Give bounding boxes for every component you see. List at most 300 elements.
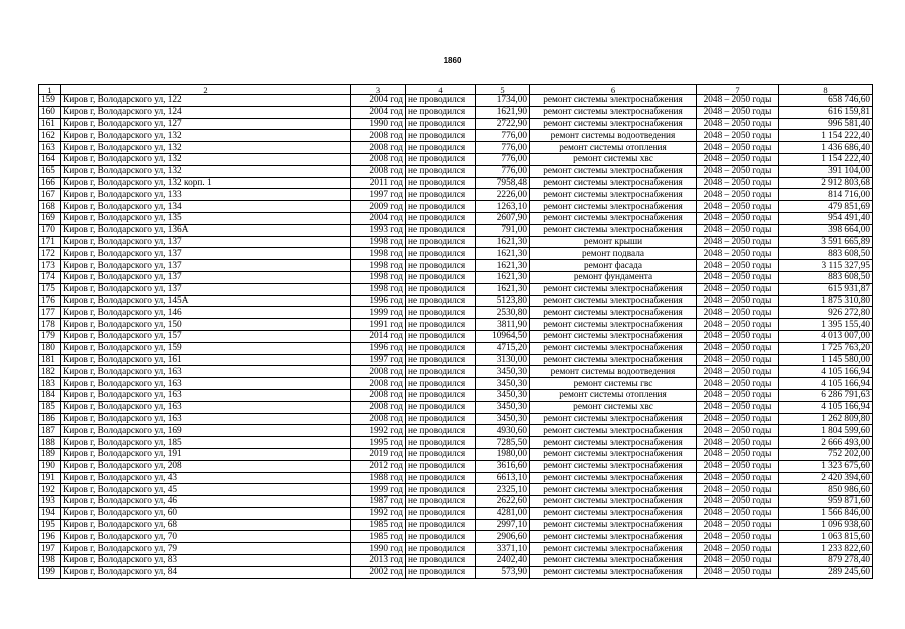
repair-period-cell: 2048 – 2050 годы <box>697 130 779 142</box>
work-type-cell: ремонт системы электроснабжения <box>530 484 697 496</box>
address-cell: Киров г, Володарского ул, 157 <box>61 330 351 342</box>
last-repair-cell: не проводился <box>406 566 476 578</box>
repair-period-cell: 2048 – 2050 годы <box>697 448 779 460</box>
last-repair-cell: не проводился <box>406 212 476 224</box>
repair-period-cell: 2048 – 2050 годы <box>697 472 779 484</box>
area-cell: 4930,60 <box>476 425 530 437</box>
build-year-cell: 2008 год <box>351 165 406 177</box>
build-year-cell: 1998 год <box>351 248 406 260</box>
repair-period-cell: 2048 – 2050 годы <box>697 330 779 342</box>
address-cell: Киров г, Володарского ул, 137 <box>61 248 351 260</box>
work-type-cell: ремонт крыши <box>530 236 697 248</box>
build-year-cell: 1996 год <box>351 342 406 354</box>
last-repair-cell: не проводился <box>406 448 476 460</box>
build-year-cell: 1991 год <box>351 319 406 331</box>
repair-period-cell: 2048 – 2050 годы <box>697 106 779 118</box>
table-row <box>39 496 873 508</box>
repair-period-cell: 2048 – 2050 годы <box>697 342 779 354</box>
row-number-cell: 164 <box>39 153 61 165</box>
row-number-cell: 184 <box>39 389 61 401</box>
table-row <box>39 354 873 366</box>
build-year-cell: 2019 год <box>351 448 406 460</box>
table-row <box>39 236 873 248</box>
build-year-cell: 1999 год <box>351 484 406 496</box>
row-number-cell: 191 <box>39 472 61 484</box>
column-header: 4 <box>406 85 476 95</box>
repair-period-cell: 2048 – 2050 годы <box>697 519 779 531</box>
last-repair-cell: не проводился <box>406 295 476 307</box>
build-year-cell: 1998 год <box>351 236 406 248</box>
repair-period-cell: 2048 – 2050 годы <box>697 153 779 165</box>
build-year-cell: 2008 год <box>351 142 406 154</box>
build-year-cell: 1990 год <box>351 543 406 555</box>
last-repair-cell: не проводился <box>406 401 476 413</box>
last-repair-cell: не проводился <box>406 519 476 531</box>
last-repair-cell: не проводился <box>406 484 476 496</box>
row-number-cell: 171 <box>39 236 61 248</box>
column-header: 8 <box>779 85 873 95</box>
last-repair-cell: не проводился <box>406 507 476 519</box>
area-cell: 2906,60 <box>476 531 530 543</box>
cost-cell: 1 323 675,60 <box>779 460 873 472</box>
repair-period-cell: 2048 – 2050 годы <box>697 236 779 248</box>
build-year-cell: 2008 год <box>351 378 406 390</box>
row-number-cell: 194 <box>39 507 61 519</box>
area-cell: 776,00 <box>476 165 530 177</box>
work-type-cell: ремонт системы электроснабжения <box>530 519 697 531</box>
last-repair-cell: не проводился <box>406 342 476 354</box>
work-type-cell: ремонт системы отопления <box>530 389 697 401</box>
repair-period-cell: 2048 – 2050 годы <box>697 295 779 307</box>
cost-cell: 2 420 394,60 <box>779 472 873 484</box>
last-repair-cell: не проводился <box>406 177 476 189</box>
build-year-cell: 2004 год <box>351 95 406 107</box>
build-year-cell: 1995 год <box>351 437 406 449</box>
area-cell: 1621,30 <box>476 260 530 272</box>
repair-period-cell: 2048 – 2050 годы <box>697 189 779 201</box>
last-repair-cell: не проводился <box>406 366 476 378</box>
address-cell: Киров г, Володарского ул, 134 <box>61 201 351 213</box>
work-type-cell: ремонт системы электроснабжения <box>530 448 697 460</box>
area-cell: 2997,10 <box>476 519 530 531</box>
cost-cell: 658 746,60 <box>779 95 873 107</box>
work-type-cell: ремонт системы электроснабжения <box>530 224 697 236</box>
build-year-cell: 2012 год <box>351 460 406 472</box>
address-cell: Киров г, Володарского ул, 137 <box>61 283 351 295</box>
work-type-cell: ремонт системы электроснабжения <box>530 354 697 366</box>
row-number-cell: 161 <box>39 118 61 130</box>
repair-period-cell: 2048 – 2050 годы <box>697 201 779 213</box>
build-year-cell: 1985 год <box>351 531 406 543</box>
table-row <box>39 106 873 118</box>
table-row <box>39 366 873 378</box>
address-cell: Киров г, Володарского ул, 163 <box>61 366 351 378</box>
work-type-cell: ремонт системы электроснабжения <box>530 425 697 437</box>
address-cell: Киров г, Володарского ул, 145А <box>61 295 351 307</box>
row-number-cell: 181 <box>39 354 61 366</box>
address-cell: Киров г, Володарского ул, 43 <box>61 472 351 484</box>
cost-cell: 883 608,50 <box>779 248 873 260</box>
last-repair-cell: не проводился <box>406 153 476 165</box>
last-repair-cell: не проводился <box>406 307 476 319</box>
table-row <box>39 319 873 331</box>
build-year-cell: 1997 год <box>351 354 406 366</box>
address-cell: Киров г, Володарского ул, 84 <box>61 566 351 578</box>
table-row <box>39 177 873 189</box>
cost-cell: 814 716,00 <box>779 189 873 201</box>
table-row <box>39 543 873 555</box>
repair-period-cell: 2048 – 2050 годы <box>697 307 779 319</box>
last-repair-cell: не проводился <box>406 271 476 283</box>
page-number: 1860 <box>443 56 462 65</box>
table-row <box>39 260 873 272</box>
cost-cell: 954 491,40 <box>779 212 873 224</box>
last-repair-cell: не проводился <box>406 189 476 201</box>
row-number-cell: 169 <box>39 212 61 224</box>
last-repair-cell: не проводился <box>406 106 476 118</box>
build-year-cell: 1987 год <box>351 496 406 508</box>
last-repair-cell: не проводился <box>406 425 476 437</box>
last-repair-cell: не проводился <box>406 224 476 236</box>
cost-cell: 391 104,00 <box>779 165 873 177</box>
row-number-cell: 178 <box>39 319 61 331</box>
table-row <box>39 472 873 484</box>
table-row <box>39 248 873 260</box>
address-cell: Киров г, Володарского ул, 163 <box>61 413 351 425</box>
repair-period-cell: 2048 – 2050 годы <box>697 496 779 508</box>
work-type-cell: ремонт системы электроснабжения <box>530 319 697 331</box>
cost-cell: 6 286 791,63 <box>779 389 873 401</box>
area-cell: 2722,90 <box>476 118 530 130</box>
last-repair-cell: не проводился <box>406 118 476 130</box>
row-number-cell: 172 <box>39 248 61 260</box>
address-cell: Киров г, Володарского ул, 137 <box>61 236 351 248</box>
work-type-cell: ремонт системы электроснабжения <box>530 413 697 425</box>
area-cell: 1621,30 <box>476 248 530 260</box>
cost-cell: 883 608,50 <box>779 271 873 283</box>
build-year-cell: 1997 год <box>351 189 406 201</box>
repair-period-cell: 2048 – 2050 годы <box>697 95 779 107</box>
cost-cell: 479 851,69 <box>779 201 873 213</box>
address-cell: Киров г, Володарского ул, 132 <box>61 142 351 154</box>
work-type-cell: ремонт системы электроснабжения <box>530 189 697 201</box>
row-number-cell: 162 <box>39 130 61 142</box>
row-number-cell: 159 <box>39 95 61 107</box>
address-cell: Киров г, Володарского ул, 169 <box>61 425 351 437</box>
cost-cell: 3 115 327,95 <box>779 260 873 272</box>
address-cell: Киров г, Володарского ул, 137 <box>61 260 351 272</box>
table-row <box>39 555 873 567</box>
cost-cell: 4 105 166,94 <box>779 401 873 413</box>
column-header: 6 <box>530 85 697 95</box>
repair-period-cell: 2048 – 2050 годы <box>697 555 779 567</box>
last-repair-cell: не проводился <box>406 201 476 213</box>
row-number-cell: 168 <box>39 201 61 213</box>
last-repair-cell: не проводился <box>406 555 476 567</box>
row-number-cell: 163 <box>39 142 61 154</box>
cost-cell: 959 871,60 <box>779 496 873 508</box>
work-type-cell: ремонт системы электроснабжения <box>530 177 697 189</box>
row-number-cell: 166 <box>39 177 61 189</box>
address-cell: Киров г, Володарского ул, 60 <box>61 507 351 519</box>
last-repair-cell: не проводился <box>406 319 476 331</box>
cost-cell: 615 931,87 <box>779 283 873 295</box>
row-number-cell: 175 <box>39 283 61 295</box>
cost-cell: 1 262 809,80 <box>779 413 873 425</box>
repair-period-cell: 2048 – 2050 годы <box>697 413 779 425</box>
housing-repair-table <box>38 84 873 579</box>
column-header: 7 <box>697 85 779 95</box>
address-cell: Киров г, Володарского ул, 124 <box>61 106 351 118</box>
table-row <box>39 283 873 295</box>
address-cell: Киров г, Володарского ул, 208 <box>61 460 351 472</box>
table-row <box>39 519 873 531</box>
address-cell: Киров г, Володарского ул, 150 <box>61 319 351 331</box>
repair-period-cell: 2048 – 2050 годы <box>697 271 779 283</box>
table-row <box>39 378 873 390</box>
table-row <box>39 153 873 165</box>
cost-cell: 4 105 166,94 <box>779 378 873 390</box>
area-cell: 2402,40 <box>476 555 530 567</box>
work-type-cell: ремонт фасада <box>530 260 697 272</box>
repair-period-cell: 2048 – 2050 годы <box>697 460 779 472</box>
last-repair-cell: не проводился <box>406 248 476 260</box>
area-cell: 791,00 <box>476 224 530 236</box>
build-year-cell: 2002 год <box>351 566 406 578</box>
last-repair-cell: не проводился <box>406 236 476 248</box>
cost-cell: 616 159,81 <box>779 106 873 118</box>
work-type-cell: ремонт системы гвс <box>530 378 697 390</box>
last-repair-cell: не проводился <box>406 413 476 425</box>
last-repair-cell: не проводился <box>406 354 476 366</box>
table-row <box>39 130 873 142</box>
address-cell: Киров г, Володарского ул, 159 <box>61 342 351 354</box>
work-type-cell: ремонт системы электроснабжения <box>530 555 697 567</box>
address-cell: Киров г, Володарского ул, 137 <box>61 271 351 283</box>
table-row <box>39 507 873 519</box>
row-number-cell: 195 <box>39 519 61 531</box>
build-year-cell: 1999 год <box>351 307 406 319</box>
row-number-cell: 174 <box>39 271 61 283</box>
build-year-cell: 2008 год <box>351 401 406 413</box>
build-year-cell: 2009 год <box>351 201 406 213</box>
address-cell: Киров г, Володарского ул, 46 <box>61 496 351 508</box>
table-row <box>39 342 873 354</box>
row-number-cell: 170 <box>39 224 61 236</box>
address-cell: Киров г, Володарского ул, 146 <box>61 307 351 319</box>
area-cell: 3371,10 <box>476 543 530 555</box>
table-row <box>39 212 873 224</box>
repair-period-cell: 2048 – 2050 годы <box>697 177 779 189</box>
repair-period-cell: 2048 – 2050 годы <box>697 531 779 543</box>
row-number-cell: 177 <box>39 307 61 319</box>
work-type-cell: ремонт системы электроснабжения <box>530 106 697 118</box>
work-type-cell: ремонт системы электроснабжения <box>530 507 697 519</box>
area-cell: 3811,90 <box>476 319 530 331</box>
row-number-cell: 180 <box>39 342 61 354</box>
last-repair-cell: не проводился <box>406 378 476 390</box>
row-number-cell: 197 <box>39 543 61 555</box>
table-row <box>39 425 873 437</box>
address-cell: Киров г, Володарского ул, 191 <box>61 448 351 460</box>
row-number-cell: 198 <box>39 555 61 567</box>
cost-cell: 752 202,00 <box>779 448 873 460</box>
repair-period-cell: 2048 – 2050 годы <box>697 566 779 578</box>
cost-cell: 926 272,80 <box>779 307 873 319</box>
row-number-cell: 176 <box>39 295 61 307</box>
build-year-cell: 1996 год <box>351 295 406 307</box>
build-year-cell: 2008 год <box>351 130 406 142</box>
work-type-cell: ремонт системы электроснабжения <box>530 283 697 295</box>
row-number-cell: 165 <box>39 165 61 177</box>
column-header: 1 <box>39 85 61 95</box>
repair-period-cell: 2048 – 2050 годы <box>697 437 779 449</box>
build-year-cell: 1993 год <box>351 224 406 236</box>
table-row <box>39 118 873 130</box>
address-cell: Киров г, Володарского ул, 70 <box>61 531 351 543</box>
address-cell: Киров г, Володарского ул, 163 <box>61 401 351 413</box>
work-type-cell: ремонт подвала <box>530 248 697 260</box>
work-type-cell: ремонт системы электроснабжения <box>530 543 697 555</box>
last-repair-cell: не проводился <box>406 165 476 177</box>
cost-cell: 1 566 846,00 <box>779 507 873 519</box>
area-cell: 2622,60 <box>476 496 530 508</box>
build-year-cell: 1990 год <box>351 118 406 130</box>
address-cell: Киров г, Володарского ул, 122 <box>61 95 351 107</box>
cost-cell: 1 145 580,00 <box>779 354 873 366</box>
work-type-cell: ремонт системы водоотведения <box>530 130 697 142</box>
build-year-cell: 1998 год <box>351 271 406 283</box>
row-number-cell: 196 <box>39 531 61 543</box>
row-number-cell: 199 <box>39 566 61 578</box>
work-type-cell: ремонт системы электроснабжения <box>530 201 697 213</box>
table-row <box>39 295 873 307</box>
table-row <box>39 201 873 213</box>
build-year-cell: 1998 год <box>351 260 406 272</box>
cost-cell: 1 233 822,60 <box>779 543 873 555</box>
build-year-cell: 2013 год <box>351 555 406 567</box>
repair-period-cell: 2048 – 2050 годы <box>697 389 779 401</box>
build-year-cell: 1985 год <box>351 519 406 531</box>
work-type-cell: ремонт системы хвс <box>530 153 697 165</box>
area-cell: 3616,60 <box>476 460 530 472</box>
table-row <box>39 401 873 413</box>
repair-period-cell: 2048 – 2050 годы <box>697 401 779 413</box>
work-type-cell: ремонт системы отопления <box>530 142 697 154</box>
area-cell: 3450,30 <box>476 413 530 425</box>
work-type-cell: ремонт системы хвс <box>530 401 697 413</box>
cost-cell: 1 436 686,40 <box>779 142 873 154</box>
row-number-cell: 190 <box>39 460 61 472</box>
work-type-cell: ремонт системы электроснабжения <box>530 472 697 484</box>
repair-period-cell: 2048 – 2050 годы <box>697 366 779 378</box>
cost-cell: 996 581,40 <box>779 118 873 130</box>
cost-cell: 2 912 803,68 <box>779 177 873 189</box>
cost-cell: 1 395 155,40 <box>779 319 873 331</box>
address-cell: Киров г, Володарского ул, 132 <box>61 165 351 177</box>
repair-period-cell: 2048 – 2050 годы <box>697 484 779 496</box>
row-number-cell: 182 <box>39 366 61 378</box>
column-header: 3 <box>351 85 406 95</box>
row-number-cell: 188 <box>39 437 61 449</box>
last-repair-cell: не проводился <box>406 460 476 472</box>
address-cell: Киров г, Володарского ул, 83 <box>61 555 351 567</box>
repair-period-cell: 2048 – 2050 годы <box>697 507 779 519</box>
area-cell: 776,00 <box>476 153 530 165</box>
build-year-cell: 2004 год <box>351 106 406 118</box>
column-number-row <box>39 85 873 95</box>
table-row <box>39 437 873 449</box>
cost-cell: 1 804 599,60 <box>779 425 873 437</box>
work-type-cell: ремонт системы электроснабжения <box>530 118 697 130</box>
table-row <box>39 389 873 401</box>
row-number-cell: 193 <box>39 496 61 508</box>
work-type-cell: ремонт фундамента <box>530 271 697 283</box>
build-year-cell: 1992 год <box>351 507 406 519</box>
row-number-cell: 186 <box>39 413 61 425</box>
build-year-cell: 2008 год <box>351 153 406 165</box>
area-cell: 7285,50 <box>476 437 530 449</box>
table-row <box>39 566 873 578</box>
work-type-cell: ремонт системы электроснабжения <box>530 330 697 342</box>
column-header: 2 <box>61 85 351 95</box>
repair-period-cell: 2048 – 2050 годы <box>697 224 779 236</box>
work-type-cell: ремонт системы электроснабжения <box>530 566 697 578</box>
table-row <box>39 189 873 201</box>
area-cell: 573,90 <box>476 566 530 578</box>
last-repair-cell: не проводился <box>406 472 476 484</box>
area-cell: 3450,30 <box>476 401 530 413</box>
work-type-cell: ремонт системы электроснабжения <box>530 342 697 354</box>
last-repair-cell: не проводился <box>406 437 476 449</box>
repair-period-cell: 2048 – 2050 годы <box>697 378 779 390</box>
row-number-cell: 167 <box>39 189 61 201</box>
table-row <box>39 142 873 154</box>
address-cell: Киров г, Володарского ул, 133 <box>61 189 351 201</box>
repair-period-cell: 2048 – 2050 годы <box>697 425 779 437</box>
work-type-cell: ремонт системы электроснабжения <box>530 531 697 543</box>
area-cell: 3450,30 <box>476 389 530 401</box>
table-row <box>39 165 873 177</box>
cost-cell: 1 875 310,80 <box>779 295 873 307</box>
repair-period-cell: 2048 – 2050 годы <box>697 260 779 272</box>
row-number-cell: 179 <box>39 330 61 342</box>
cost-cell: 4 013 007,00 <box>779 330 873 342</box>
area-cell: 4281,00 <box>476 507 530 519</box>
area-cell: 4715,20 <box>476 342 530 354</box>
cost-cell: 398 664,00 <box>779 224 873 236</box>
work-type-cell: ремонт системы электроснабжения <box>530 460 697 472</box>
address-cell: Киров г, Володарского ул, 68 <box>61 519 351 531</box>
address-cell: Киров г, Володарского ул, 132 <box>61 153 351 165</box>
table-row <box>39 95 873 107</box>
area-cell: 2325,10 <box>476 484 530 496</box>
address-cell: Киров г, Володарского ул, 127 <box>61 118 351 130</box>
last-repair-cell: не проводился <box>406 389 476 401</box>
column-header: 5 <box>476 85 530 95</box>
area-cell: 1734,00 <box>476 95 530 107</box>
work-type-cell: ремонт системы электроснабжения <box>530 496 697 508</box>
area-cell: 2607,90 <box>476 212 530 224</box>
table-row <box>39 531 873 543</box>
address-cell: Киров г, Володарского ул, 45 <box>61 484 351 496</box>
cost-cell: 879 278,40 <box>779 555 873 567</box>
area-cell: 5123,80 <box>476 295 530 307</box>
cost-cell: 4 105 166,94 <box>779 366 873 378</box>
area-cell: 1621,30 <box>476 283 530 295</box>
table-row <box>39 413 873 425</box>
table-row <box>39 271 873 283</box>
